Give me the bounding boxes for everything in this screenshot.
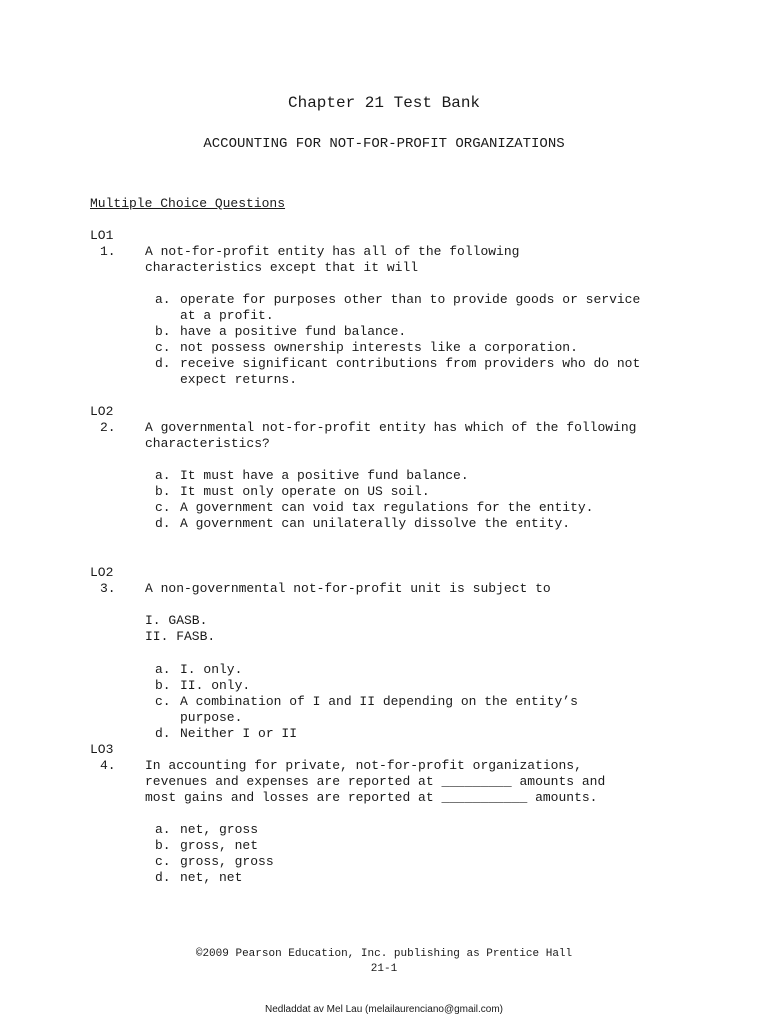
question-stem-line: characteristics? xyxy=(145,436,270,451)
question-number: 3. xyxy=(100,581,116,596)
option-text: operate for purposes other than to provide goods or service xyxy=(180,292,641,307)
option-text: It must only operate on US soil. xyxy=(180,484,430,499)
option-letter: a. xyxy=(155,292,171,307)
option-text: net, gross xyxy=(180,822,259,837)
question-stem-line: revenues and expenses are reported at _________ amounts and xyxy=(145,774,606,789)
subject-heading: ACCOUNTING FOR NOT-FOR-PROFIT ORGANIZATIONS xyxy=(203,136,565,152)
learning-objective: LO3 xyxy=(90,742,114,757)
page-number: 21-1 xyxy=(370,963,398,975)
question-number: 2. xyxy=(100,420,116,435)
option-letter: a. xyxy=(155,822,171,837)
option-text: II. only. xyxy=(180,678,251,693)
question-stem-line: most gains and losses are reported at ___________ amounts. xyxy=(145,790,598,805)
learning-objective: LO1 xyxy=(90,228,114,243)
learning-objective: LO2 xyxy=(90,565,114,580)
option-text: A government can void tax regulations for the entity. xyxy=(180,500,594,515)
copyright-footer: ©2009 Pearson Education, Inc. publishing as Prentice Hall xyxy=(195,948,573,960)
option-letter: b. xyxy=(155,484,171,499)
question-number: 4. xyxy=(100,758,116,773)
question-stem-line: In accounting for private, not-for-profit organizations, xyxy=(145,758,582,773)
learning-objective: LO2 xyxy=(90,404,114,419)
option-letter: a. xyxy=(155,662,171,677)
option-letter: b. xyxy=(155,678,171,693)
option-letter: b. xyxy=(155,324,171,339)
option-text: It must have a positive fund balance. xyxy=(180,468,469,483)
option-text: gross, gross xyxy=(180,854,274,869)
option-text: Neither I or II xyxy=(180,726,298,741)
option-letter: c. xyxy=(155,500,171,515)
option-text: gross, net xyxy=(180,838,259,853)
option-text: I. only. xyxy=(180,662,243,677)
option-letter: d. xyxy=(155,356,171,371)
roman-item: I. GASB. xyxy=(145,613,208,628)
option-letter: c. xyxy=(155,854,171,869)
section-heading: Multiple Choice Questions xyxy=(90,196,286,211)
option-letter: b. xyxy=(155,838,171,853)
option-text: expect returns. xyxy=(180,372,298,387)
option-text: net, net xyxy=(180,870,243,885)
download-note: Nedladdat av Mel Lau (melailaurenciano@gmail.com) xyxy=(264,1004,504,1015)
option-letter: d. xyxy=(155,726,171,741)
option-text: not possess ownership interests like a corporation. xyxy=(180,340,578,355)
question-stem-line: characteristics except that it will xyxy=(145,260,419,275)
option-letter: d. xyxy=(155,516,171,531)
option-text: at a profit. xyxy=(180,308,274,323)
question-number: 1. xyxy=(100,244,116,259)
option-letter: c. xyxy=(155,340,171,355)
roman-item: II. FASB. xyxy=(145,629,216,644)
option-text: A combination of I and II depending on the entity’s xyxy=(180,694,578,709)
option-letter: c. xyxy=(155,694,171,709)
option-text: purpose. xyxy=(180,710,243,725)
option-letter: d. xyxy=(155,870,171,885)
option-text: A government can unilaterally dissolve the entity. xyxy=(180,516,571,531)
question-stem-line: A not-for-profit entity has all of the following xyxy=(145,244,520,259)
option-text: have a positive fund balance. xyxy=(180,324,407,339)
chapter-title: Chapter 21 Test Bank xyxy=(287,94,481,112)
question-stem-line: A governmental not-for-profit entity has which of the following xyxy=(145,420,637,435)
option-text: receive significant contributions from providers who do not xyxy=(180,356,641,371)
option-letter: a. xyxy=(155,468,171,483)
question-stem-line: A non-governmental not-for-profit unit is subject to xyxy=(145,581,551,596)
